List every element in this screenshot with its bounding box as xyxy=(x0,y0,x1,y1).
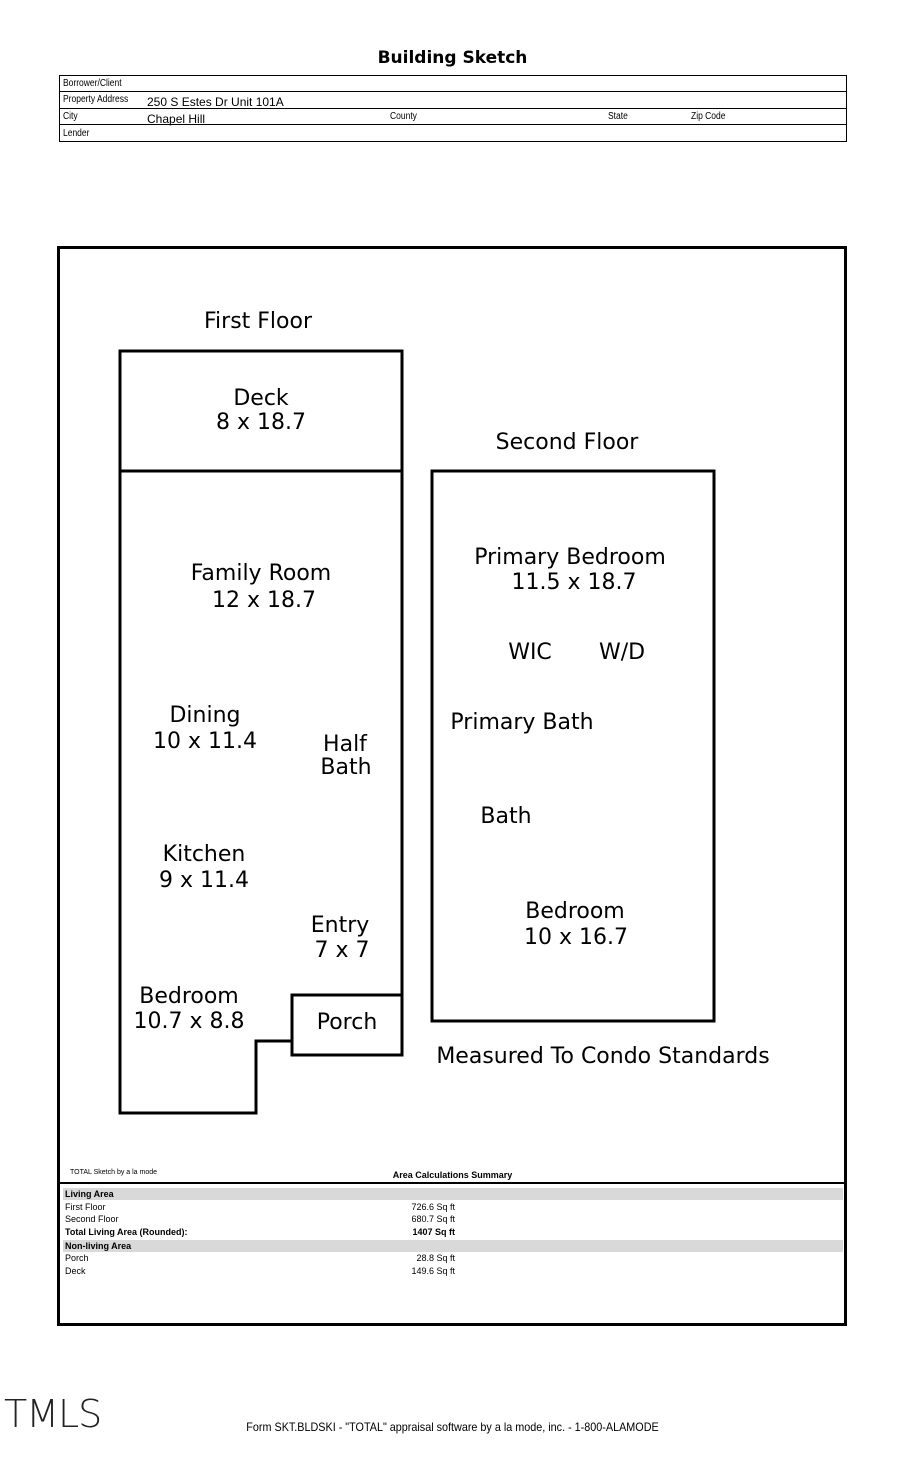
washer-dryer-label: W/D xyxy=(598,640,646,665)
borrower-label: Borrower/Client xyxy=(63,78,122,89)
primary-bedroom-name: Primary Bedroom xyxy=(474,545,666,570)
first-floor-label: First Floor xyxy=(203,309,313,334)
tmls-logo: TMLS xyxy=(4,1392,102,1436)
bedroom2-name: Bedroom xyxy=(525,899,625,924)
sketch-credit: TOTAL Sketch by a la mode xyxy=(70,1169,158,1176)
state-label: State xyxy=(608,111,628,122)
zip-label: Zip Code xyxy=(691,111,726,122)
area-summary-title: Area Calculations Summary xyxy=(392,1170,513,1180)
second-floor-area-value: 680.7 Sq ft xyxy=(411,1214,455,1224)
bedroom1-name: Bedroom xyxy=(139,984,239,1009)
porch-area-value: 28.8 Sq ft xyxy=(416,1253,455,1263)
porch-name: Porch xyxy=(316,1010,378,1035)
summary-row xyxy=(63,1265,843,1277)
half-bath-line1: Half xyxy=(323,732,367,757)
deck-name: Deck xyxy=(233,386,289,411)
county-label: County xyxy=(390,111,417,122)
dining-name: Dining xyxy=(169,703,241,728)
primary-bath-label: Primary Bath xyxy=(450,710,594,735)
address-label: Property Address xyxy=(63,94,129,105)
bedroom1-dim: 10.7 x 8.8 xyxy=(133,1009,245,1034)
primary-bedroom-dim: 11.5 x 18.7 xyxy=(511,570,637,595)
living-area-header xyxy=(63,1188,843,1200)
total-living-area-label: Total Living Area (Rounded): xyxy=(65,1227,188,1237)
living-area-label: Living Area xyxy=(65,1189,114,1199)
lender-label: Lender xyxy=(63,128,90,139)
nonliving-area-header xyxy=(63,1240,843,1252)
summary-divider xyxy=(60,1182,845,1184)
page-title: Building Sketch xyxy=(377,48,528,68)
dining-dim: 10 x 11.4 xyxy=(153,729,257,754)
deck-dim: 8 x 18.7 xyxy=(216,410,306,435)
total-living-area-value: 1407 Sq ft xyxy=(412,1227,455,1237)
summary-row xyxy=(63,1201,843,1213)
summary-row xyxy=(63,1252,843,1264)
form-footer: Form SKT.BLDSKI - "TOTAL" appraisal software by a la mode, inc. - 1-800-ALAMODE xyxy=(246,1420,659,1434)
porch-area-label: Porch xyxy=(65,1253,89,1263)
first-floor-area-label: First Floor xyxy=(65,1202,106,1212)
condo-standards-note: Measured To Condo Standards xyxy=(436,1044,770,1069)
nonliving-area-label: Non-living Area xyxy=(65,1241,132,1251)
deck-area-label: Deck xyxy=(65,1266,86,1276)
bath-label: Bath xyxy=(480,804,532,829)
kitchen-dim: 9 x 11.4 xyxy=(159,868,249,893)
family-room-name: Family Room xyxy=(190,561,332,586)
second-floor-label: Second Floor xyxy=(495,430,639,455)
entry-name: Entry xyxy=(310,913,370,938)
city-label: City xyxy=(63,111,78,122)
wic-label: WIC xyxy=(508,640,552,665)
summary-row xyxy=(63,1213,843,1225)
half-bath-line2: Bath xyxy=(320,755,372,780)
family-room-dim: 12 x 18.7 xyxy=(212,588,316,613)
kitchen-name: Kitchen xyxy=(162,842,246,867)
city-value: Chapel Hill xyxy=(147,112,206,126)
second-floor-area-label: Second Floor xyxy=(65,1214,119,1224)
bedroom2-dim: 10 x 16.7 xyxy=(524,925,628,950)
deck-area-value: 149.6 Sq ft xyxy=(411,1266,455,1276)
first-floor-area-value: 726.6 Sq ft xyxy=(411,1202,455,1212)
summary-row xyxy=(63,1226,843,1238)
entry-dim: 7 x 7 xyxy=(314,938,370,963)
address-value: 250 S Estes Dr Unit 101A xyxy=(147,95,284,109)
